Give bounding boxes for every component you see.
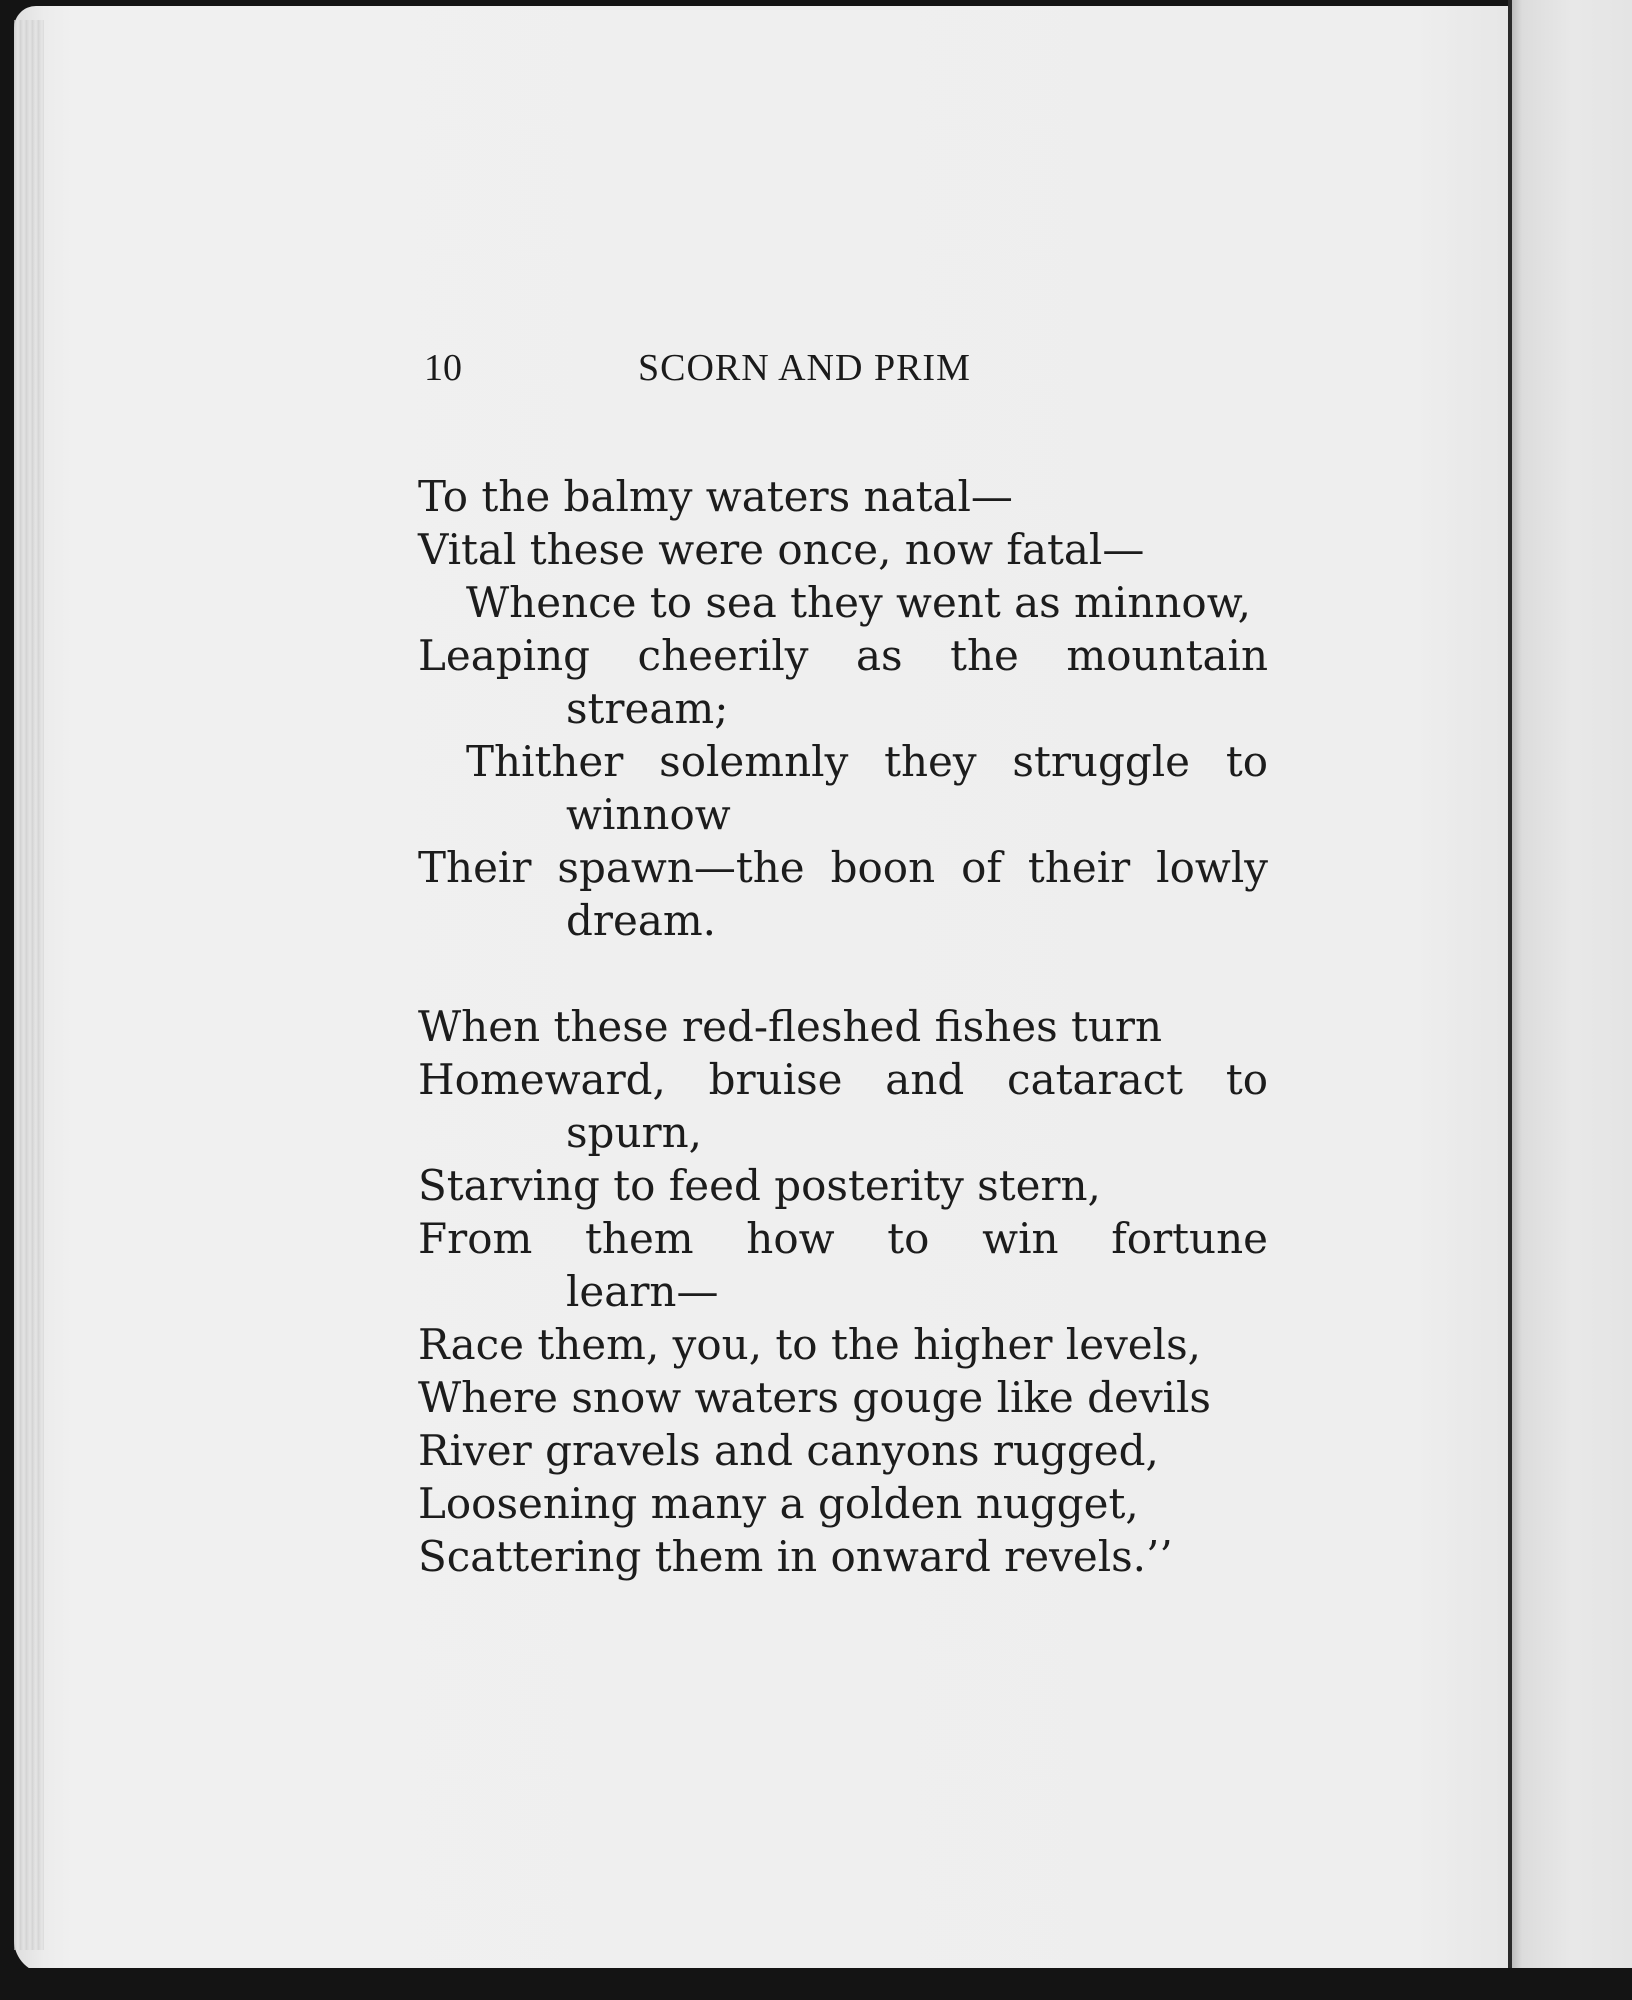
poem-line: To the balmy waters natal— <box>418 472 1013 521</box>
poem-line: From them how to win fortune <box>418 1214 1268 1263</box>
poem-line: Whence to sea they went as minnow, <box>466 578 1252 627</box>
scan-border-bottom <box>0 1968 1632 2000</box>
facing-page-edge <box>1512 0 1632 2000</box>
stanza-2 <box>418 1000 1268 1583</box>
poem-line-turnover: dream. <box>566 896 717 945</box>
book-gutter <box>1508 0 1512 2000</box>
poem-line: Homeward, bruise and cataract to <box>418 1055 1268 1104</box>
page-number: 10 <box>424 347 462 389</box>
poem-line: Loosening many a golden nugget, <box>418 1479 1139 1528</box>
poem-line: River gravels and canyons rugged, <box>418 1426 1159 1475</box>
poem-line: When these red-fleshed fishes turn <box>418 1002 1163 1051</box>
poem-line: Scattering them in onward revels.’’ <box>418 1532 1173 1581</box>
poem-line-turnover: spurn, <box>566 1108 702 1157</box>
poem-line: Starving to feed posterity stern, <box>418 1161 1101 1210</box>
poem-line: Vital these were once, now fatal— <box>418 525 1145 574</box>
running-title: SCORN AND PRIM <box>638 347 971 389</box>
poem-line: Race them, you, to the higher levels, <box>418 1320 1201 1369</box>
stanza-1 <box>418 470 1268 947</box>
poem-body <box>418 470 1268 1583</box>
page-edge-left <box>14 20 44 1950</box>
poem-line: Leaping cheerily as the mountain <box>418 631 1268 680</box>
poem-line: Their spawn—the boon of their lowly <box>418 843 1268 892</box>
poem-line-turnover: learn— <box>566 1267 719 1316</box>
poem-line-turnover: winnow <box>566 790 731 839</box>
poem-line-turnover: stream; <box>566 684 729 733</box>
poem-line: Where snow waters gouge like devils <box>418 1373 1211 1422</box>
poem-line: Thither solemnly they struggle to <box>466 737 1268 786</box>
